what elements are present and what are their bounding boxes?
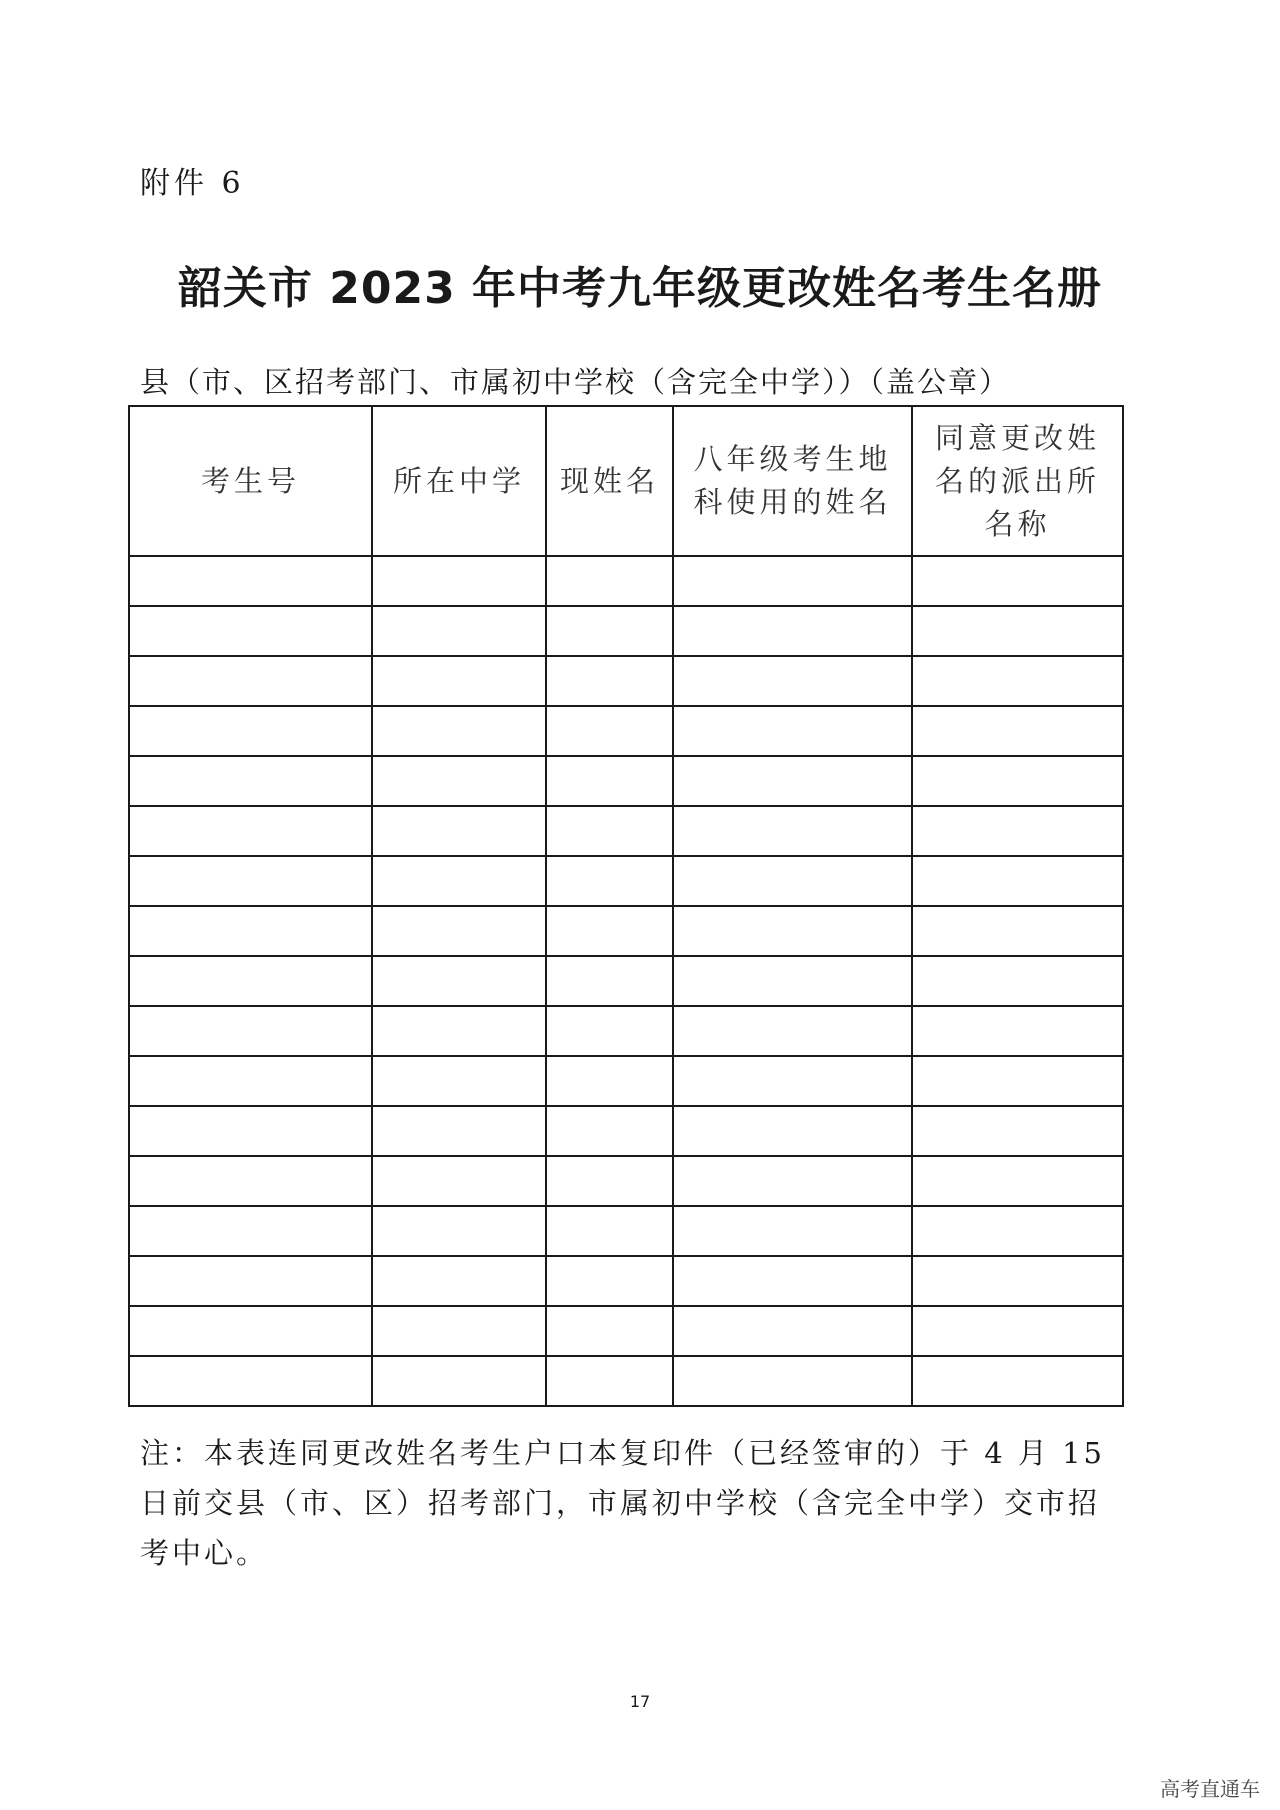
table-cell [546, 1106, 673, 1156]
table-cell [372, 856, 546, 906]
table-row [129, 856, 1123, 906]
table-cell [129, 856, 372, 906]
table-cell [372, 1106, 546, 1156]
table-cell [673, 706, 912, 756]
table-cell [372, 806, 546, 856]
table-cell [129, 1106, 372, 1156]
table-cell [546, 1156, 673, 1206]
table-cell [546, 656, 673, 706]
table-row [129, 1106, 1123, 1156]
table-cell [129, 1006, 372, 1056]
table-cell [129, 1256, 372, 1306]
table-cell [912, 1006, 1123, 1056]
header-line: 现姓名 [559, 463, 659, 498]
table-cell [372, 906, 546, 956]
header-police-station [912, 406, 1123, 556]
table-cell [912, 1256, 1123, 1306]
page-number: 17 [629, 1692, 651, 1711]
table-cell [129, 956, 372, 1006]
table-cell [129, 656, 372, 706]
header-line: 同意更改姓 [934, 420, 1100, 455]
roster-body [129, 556, 1123, 1406]
table-row [129, 706, 1123, 756]
table-cell [129, 556, 372, 606]
attachment-label: 附件 6 [140, 166, 245, 201]
table-cell [912, 806, 1123, 856]
table-cell [372, 706, 546, 756]
table-cell [912, 1056, 1123, 1106]
table-cell [912, 1106, 1123, 1156]
table-row [129, 806, 1123, 856]
table-row [129, 556, 1123, 606]
roster-table [128, 405, 1124, 1407]
table-cell [546, 756, 673, 806]
table-cell [546, 906, 673, 956]
table-cell [372, 656, 546, 706]
table-cell [129, 1356, 372, 1406]
table-row [129, 756, 1123, 806]
table-cell [912, 656, 1123, 706]
table-cell [129, 606, 372, 656]
table-cell [129, 756, 372, 806]
table-row [129, 606, 1123, 656]
table-cell [372, 1256, 546, 1306]
table-cell [372, 1306, 546, 1356]
table-cell [372, 1356, 546, 1406]
header-line: 八年级考生地 [693, 442, 892, 476]
table-cell [372, 1056, 546, 1106]
table-cell [673, 1056, 912, 1106]
table-row [129, 1006, 1123, 1056]
table-row [129, 1156, 1123, 1206]
table-cell [546, 1306, 673, 1356]
page-title: 韶关市 2023 年中考九年级更改姓名考生名册 [177, 263, 1103, 314]
header-line: 所在中学 [392, 463, 525, 498]
table-cell [673, 856, 912, 906]
table-cell [372, 956, 546, 1006]
table-cell [912, 1356, 1123, 1406]
table-cell [129, 1056, 372, 1106]
table-cell [673, 1206, 912, 1256]
table-header-row [129, 406, 1123, 556]
footnote: 注：本表连同更改姓名考生户口本复印件（已经签审的）于 4 月 15 日前交县（市、区）招考部门，市属初中学校（含完全中学）交市招考中心。 [140, 1436, 1106, 1570]
table-cell [372, 1006, 546, 1056]
table-cell [912, 556, 1123, 606]
table-cell [546, 556, 673, 606]
table-row [129, 1206, 1123, 1256]
table-row [129, 1356, 1123, 1406]
table-cell [129, 1206, 372, 1256]
header-line: 名的派出所 [934, 463, 1100, 498]
table-cell [673, 1156, 912, 1206]
table-cell [912, 906, 1123, 956]
table-row [129, 1306, 1123, 1356]
table-cell [372, 1206, 546, 1256]
table-cell [673, 1256, 912, 1306]
table-cell [546, 1356, 673, 1406]
table-cell [912, 1156, 1123, 1206]
watermark: 高考直通车 [1160, 1777, 1260, 1801]
table-cell [129, 706, 372, 756]
table-row [129, 956, 1123, 1006]
table-cell [912, 606, 1123, 656]
table-row [129, 656, 1123, 706]
table-cell [546, 1206, 673, 1256]
table-cell [372, 556, 546, 606]
table-cell [372, 1156, 546, 1206]
table-cell [673, 656, 912, 706]
table-cell [546, 606, 673, 656]
table-cell [673, 1006, 912, 1056]
table-row [129, 906, 1123, 956]
table-cell [673, 556, 912, 606]
table-cell [673, 1356, 912, 1406]
table-cell [912, 756, 1123, 806]
header-line: 名称 [984, 506, 1051, 541]
table-cell [129, 906, 372, 956]
table-cell [912, 856, 1123, 906]
table-row [129, 1056, 1123, 1106]
table-cell [912, 1206, 1123, 1256]
table-cell [546, 956, 673, 1006]
table-cell [673, 956, 912, 1006]
table-cell [372, 756, 546, 806]
table-cell [372, 606, 546, 656]
header-line: 考生号 [200, 463, 300, 498]
header-line: 科使用的姓名 [693, 485, 892, 519]
table-cell [129, 1156, 372, 1206]
header-school [372, 406, 546, 556]
table-cell [546, 1006, 673, 1056]
header-current-name [546, 406, 673, 556]
table-cell [673, 606, 912, 656]
table-cell [546, 856, 673, 906]
table-cell [912, 706, 1123, 756]
table-cell [673, 1306, 912, 1356]
table-cell [546, 1256, 673, 1306]
header-exam-number [129, 406, 372, 556]
table-cell [546, 706, 673, 756]
table-cell [673, 806, 912, 856]
table-cell [673, 1106, 912, 1156]
table-cell [912, 956, 1123, 1006]
table-cell [129, 806, 372, 856]
header-grade8-name [673, 406, 912, 556]
table-cell [546, 806, 673, 856]
table-cell [546, 1056, 673, 1106]
table-cell [673, 756, 912, 806]
subtitle: 县（市、区招考部门、市属初中学校（含完全中学））（盖公章） [140, 365, 1011, 399]
table-row [129, 1256, 1123, 1306]
table-cell [673, 906, 912, 956]
table-cell [129, 1306, 372, 1356]
table-cell [912, 1306, 1123, 1356]
